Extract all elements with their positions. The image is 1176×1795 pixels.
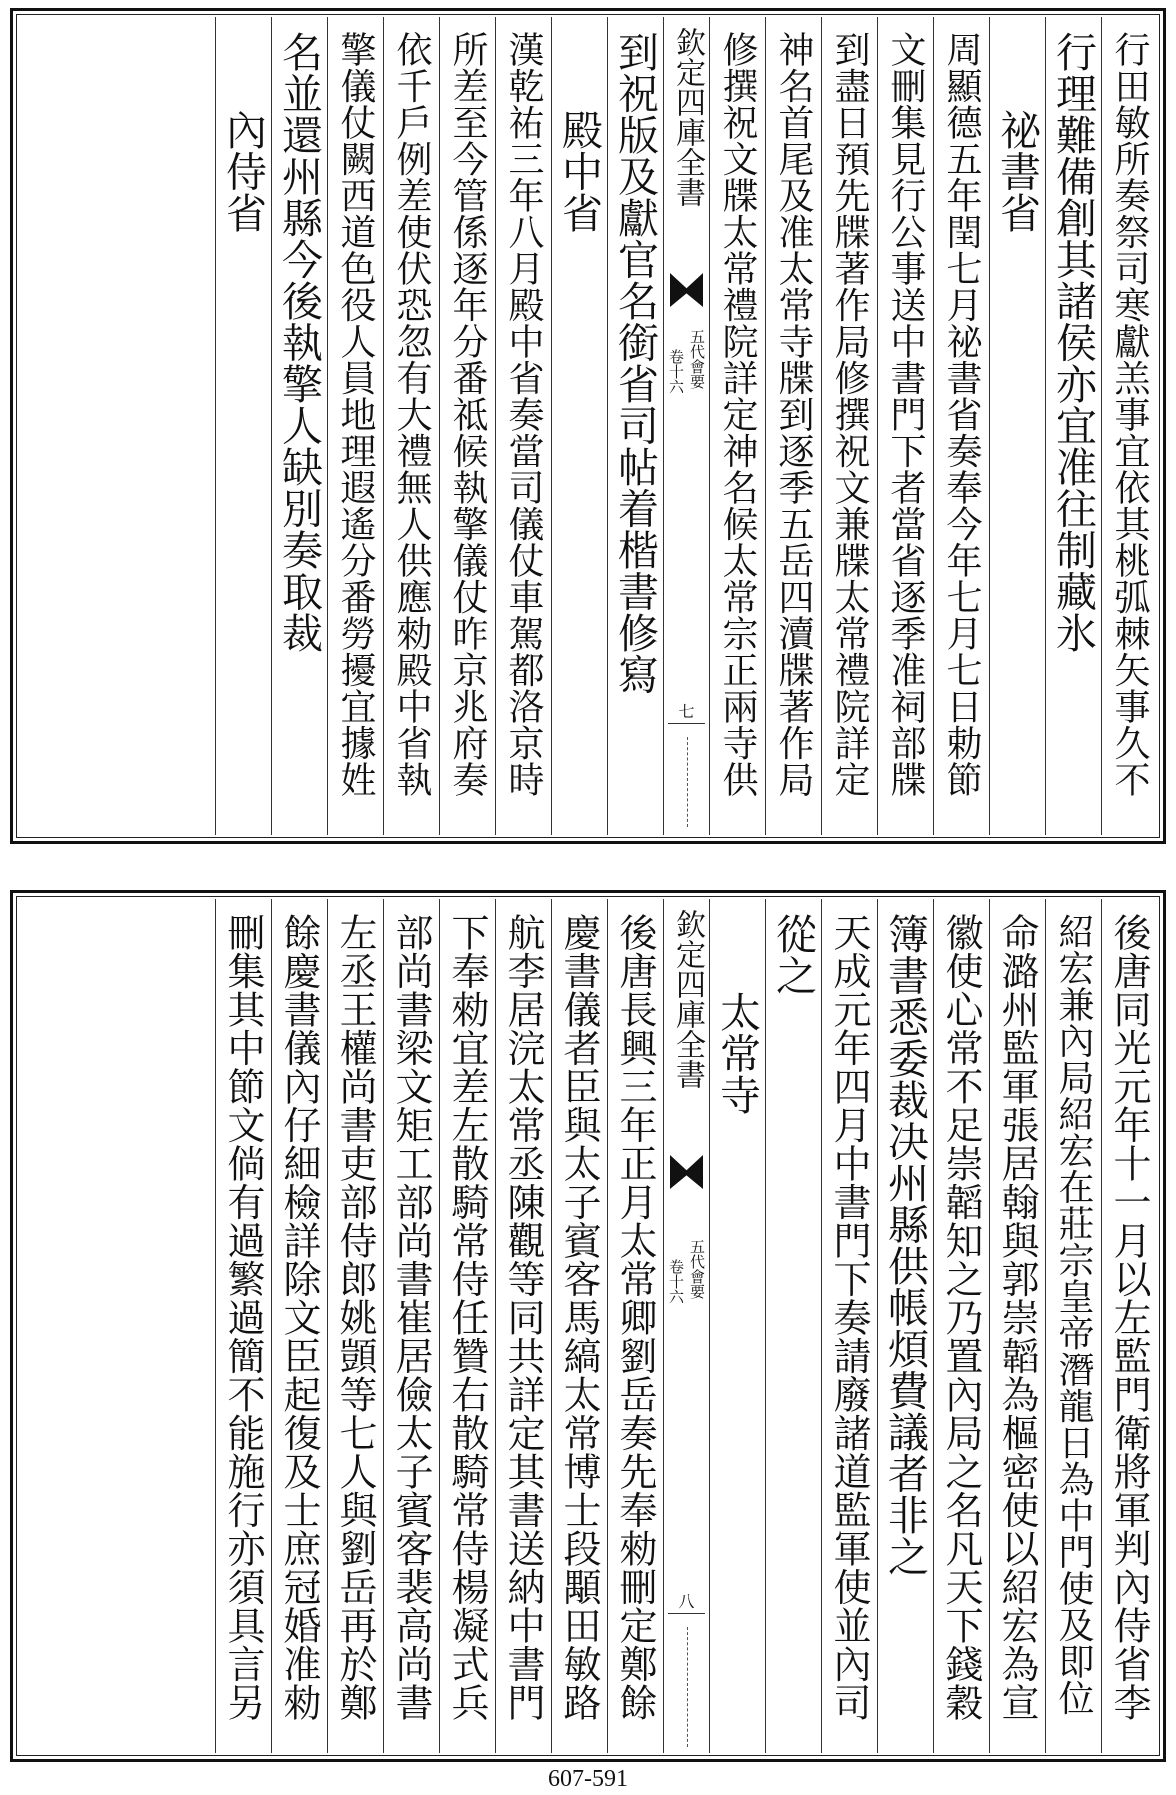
text-column — [709, 17, 765, 835]
section-heading: 祕書省 — [993, 109, 1041, 234]
column-text: 漢乾祐三年八月殿中省奏當司儀仗車駕都洛京時 — [503, 31, 544, 798]
text-column — [327, 17, 383, 835]
text-column — [933, 899, 989, 1753]
text-column — [709, 899, 765, 1753]
column-text: 文刪集見行公事送中書門下者當省逐季准祠部牒 — [885, 31, 926, 798]
strip-rule — [668, 723, 705, 724]
text-column — [1045, 17, 1101, 835]
text-column — [495, 17, 551, 835]
text-column — [821, 899, 877, 1753]
column-text: 刪集其中節文倘有過繁過簡不能施行亦須具言另 — [221, 913, 265, 1722]
column-text: 依千戶例差使伏恐忽有大禮無人供應勑殿中省執 — [391, 31, 432, 798]
strip-volume: 卷十六 — [667, 1259, 685, 1304]
column-text: 簿書悉委裁决州縣供帳煩費議者非之 — [881, 913, 929, 1577]
text-column — [821, 17, 877, 835]
strip-page-number: 七 — [678, 702, 695, 721]
column-text: 航李居浣太常丞陳觀等同共詳定其書送納中書門 — [501, 913, 545, 1722]
column-text: 左丞王權尚書吏部侍郎姚顗等七人與劉岳再於鄭 — [333, 913, 377, 1722]
bottom-page — [10, 890, 1166, 1762]
text-column — [1045, 899, 1101, 1753]
column-text: 行田敏所奏祭司寒獻羔事宜依其桃弧棘矢事久不 — [1109, 31, 1150, 798]
text-column — [933, 17, 989, 835]
text-column — [215, 17, 271, 835]
column-text: 修撰祝文牒太常禮院詳定神名候太常宗正兩寺供 — [717, 31, 758, 798]
strip-book-title: 五代會要 — [688, 1239, 706, 1299]
strip-line — [687, 737, 688, 827]
column-text: 所差至今管係逐年分番祗候執擎儀仗昨京兆府奏 — [447, 31, 488, 798]
text-column — [1101, 899, 1157, 1753]
strip-page-number: 八 — [678, 1592, 695, 1611]
text-column — [383, 899, 439, 1753]
section-heading: 太常寺 — [713, 991, 761, 1116]
text-column — [439, 17, 495, 835]
text-column — [765, 899, 821, 1753]
text-column — [271, 899, 327, 1753]
column-text: 後唐長興三年正月太常卿劉岳奏先奉勑刪定鄭餘 — [613, 913, 657, 1722]
column-text: 周顯德五年閏七月祕書省奏奉今年七月七日勅節 — [941, 31, 982, 798]
column-text: 慶書儀者臣與太子賓客馬縞太常博士段顒田敏路 — [557, 913, 601, 1722]
top-page — [10, 8, 1166, 844]
text-column — [327, 899, 383, 1753]
text-column — [989, 17, 1045, 835]
bottom-page-columns — [19, 899, 1157, 1753]
text-column — [877, 899, 933, 1753]
text-column — [439, 899, 495, 1753]
column-text: 命潞州監軍張居翰與郭崇韜為樞密使以紹宏為宣 — [995, 913, 1039, 1722]
text-column — [877, 17, 933, 835]
text-column — [551, 17, 607, 835]
text-column — [989, 899, 1045, 1753]
fish-tail-mark-icon — [670, 1155, 703, 1189]
column-text: 餘慶書儀內仔細檢詳除文臣起復及士庶冠婚准勑 — [277, 913, 321, 1722]
section-heading: 殿中省 — [555, 109, 603, 234]
column-text: 到盡日預先牒著作局修撰祝文兼牒太常禮院詳定 — [829, 31, 870, 798]
column-text: 部尚書梁文矩工部尚書崔居儉太子賓客裴高尚書 — [389, 913, 433, 1722]
strip-title: 欽定四庫全書 — [670, 909, 705, 1089]
column-text: 紹宏兼內局紹宏在莊宗皇帝潛龍日為中門使及即位 — [1053, 913, 1094, 1716]
column-text: 名並還州縣今後執擎人缺別奏取裁 — [275, 31, 323, 654]
fish-tail-mark-icon — [670, 273, 703, 307]
fold-center-strip — [663, 899, 709, 1753]
column-text: 到祝版及獻官名銜省司帖着楷書修寫 — [611, 31, 659, 695]
strip-volume: 卷十六 — [667, 349, 685, 394]
strip-line — [687, 1627, 688, 1747]
text-column — [607, 17, 663, 835]
column-text: 行理難備創其諸侯亦宜准往制藏氷 — [1049, 31, 1097, 654]
text-column — [765, 17, 821, 835]
text-column — [607, 899, 663, 1753]
column-text: 擎儀仗闕西道色役人員地理遐遙分番勞擾宜據姓 — [335, 31, 376, 798]
column-text: 徽使心常不足崇韜知之乃置內局之名凡天下錢穀 — [939, 913, 983, 1722]
text-column — [215, 899, 271, 1753]
text-column — [271, 17, 327, 835]
column-text: 天成元年四月中書門下奏請廢諸道監軍使並內司 — [827, 913, 871, 1722]
column-text: 從之 — [769, 913, 817, 996]
strip-title: 欽定四庫全書 — [670, 27, 705, 207]
text-column — [1101, 17, 1157, 835]
column-text: 下奉勑宜差左散騎常侍任贊右散騎常侍楊凝式兵 — [445, 913, 489, 1722]
fold-center-strip — [663, 17, 709, 835]
strip-rule — [668, 1613, 705, 1614]
column-text: 後唐同光元年十一月以左監門衛將軍判內侍省李 — [1107, 913, 1151, 1722]
column-text: 神名首尾及准太常寺牒到逐季五岳四瀆牒著作局 — [773, 31, 814, 798]
text-column — [495, 899, 551, 1753]
section-heading: 內侍省 — [219, 109, 267, 234]
strip-book-title: 五代會要 — [688, 329, 706, 389]
top-page-columns — [19, 17, 1157, 835]
page-code: 607-591 — [548, 1766, 628, 1792]
text-column — [383, 17, 439, 835]
text-column — [551, 899, 607, 1753]
